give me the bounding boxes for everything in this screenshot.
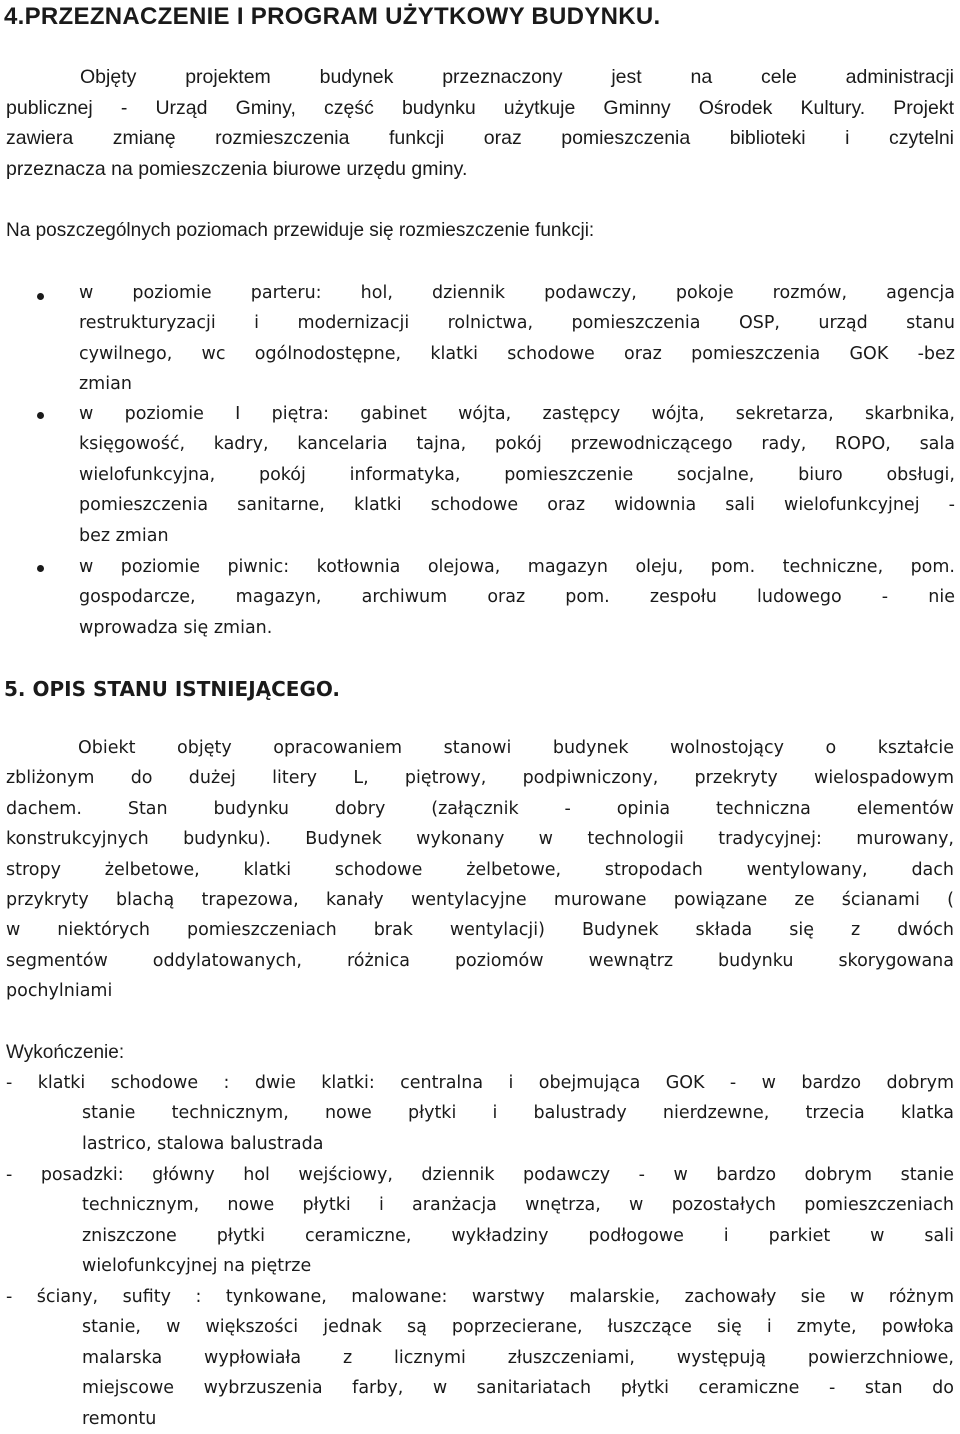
- finishing-line: remontu: [82, 1408, 157, 1429]
- description-line: przykryty blachą trapezowa, kanały wentylacyjne murowane powiązane ze ścianami (: [6, 890, 954, 911]
- bullet-line: księgowość, kadry, kancelaria tajna, pokój przewodniczącego rady, ROPO, sala: [79, 434, 955, 455]
- bullet-line: pomieszczenia sanitarne, klatki schodowe oraz widownia sali wielofunkcyjnej -: [79, 495, 955, 516]
- description-line: dachem. Stan budynku dobry (załącznik - opinia techniczna elementów: [6, 798, 954, 819]
- finishing-line: - posadzki: główny hol wejściowy, dziennik podawczy - w bardzo dobrym stanie: [6, 1165, 954, 1185]
- finishing-line: zniszczone płytki ceramiczne, wykładziny podłogowe i parkiet w sali: [82, 1225, 954, 1246]
- finishing-line: lastrico, stalowa balustrada: [82, 1133, 324, 1154]
- finishing-item-walls: [6, 1282, 954, 1434]
- bullet-line: w poziomie I piętra: gabinet wójta, zastępcy wójta, sekretarza, skarbnika,: [79, 404, 955, 424]
- bullet-line: zmian: [79, 374, 132, 395]
- section-4-heading: 4.PRZEZNACZENIE I PROGRAM UŻYTKOWY BUDYNKU.: [4, 3, 661, 30]
- bullet-line: cywilnego, wc ogólnodostępne, klatki schodowe oraz pomieszczenia GOK -bez: [79, 343, 955, 364]
- finishing-line: malarska wypłowiała z licznymi złuszczeniami, występują powierzchniowe,: [82, 1347, 954, 1368]
- bullet-dot: [37, 293, 44, 300]
- bullet-dot: [37, 412, 44, 419]
- description-line: Obiekt objęty opracowaniem stanowi budynek wolnostojący o kształcie: [78, 738, 954, 758]
- bullet-item-piwnica: [79, 552, 955, 643]
- bullet-line: w poziomie piwnic: kotłownia olejowa, magazyn oleju, pom. techniczne, pom.: [79, 557, 955, 577]
- bullet-line: gospodarcze, magazyn, archiwum oraz pom. zespołu ludowego - nie: [79, 587, 955, 608]
- bullet-line: bez zmian: [79, 525, 169, 546]
- bullet-item-parter: [79, 278, 955, 400]
- finishing-item-stairs: [6, 1068, 954, 1159]
- description-line: konstrukcyjnych budynku). Budynek wykonany w technologii tradycyjnej: murowany,: [6, 829, 954, 850]
- intro-line: przeznacza na pomieszczenia biurowe urzędu gminy.: [6, 157, 468, 180]
- bullet-line: wielofunkcyjna, pokój informatyka, pomieszczenie socjalne, biuro obsługi,: [79, 464, 955, 485]
- description-line: segmentów oddylatowanych, różnica poziomów wewnątrz budynku skorygowana: [6, 950, 954, 971]
- finishing-line: - ściany, sufity : tynkowane, malowane: warstwy malarskie, zachowały sie w różnym: [6, 1287, 954, 1307]
- finishing-item-floors: [6, 1160, 954, 1282]
- section-5-description: [6, 733, 954, 1007]
- bullet-item-pietro: [79, 399, 955, 551]
- section-5-heading: 5. OPIS STANU ISTNIEJĄCEGO.: [4, 677, 341, 701]
- description-line: pochylniami: [6, 981, 113, 1002]
- description-line: w niektórych pomieszczeniach brak wentylacji) Budynek składa się z dwóch: [6, 920, 954, 941]
- finishing-line: miejscowe wybrzuszenia farby, w sanitariatach płytki ceramiczne - stan do: [82, 1378, 954, 1399]
- finishing-line: stanie, w większości jednak są poprzecierane, łuszczące się i zmyte, powłoka: [82, 1317, 954, 1338]
- bullet-dot: [37, 565, 44, 572]
- finishing-line: technicznym, nowe płytki i aranżacja wnętrza, w pozostałych pomieszczeniach: [82, 1195, 954, 1216]
- finishing-label: Wykończenie:: [6, 1042, 125, 1063]
- intro-line: publicznej - Urząd Gminy, część budynku użytkuje Gminny Ośrodek Kultury. Projekt: [6, 96, 954, 119]
- section-4-intro-paragraph: [6, 62, 954, 184]
- bullet-line: w poziomie parteru: hol, dziennik podawczy, pokoje rozmów, agencja: [79, 283, 955, 303]
- finishing-line: stanie technicznym, nowe płytki i balustrady nierdzewne, trzecia klatka: [82, 1103, 954, 1124]
- levels-intro: Na poszczególnych poziomach przewiduje się rozmieszczenie funkcji:: [6, 220, 595, 241]
- bullet-line: restrukturyzacji i modernizacji rolnictwa, pomieszczenia OSP, urząd stanu: [79, 313, 955, 334]
- intro-line: zawiera zmianę rozmieszczenia funkcji oraz pomieszczenia biblioteki i czytelni: [6, 127, 954, 149]
- description-line: stropy żelbetowe, klatki schodowe żelbetowe, stropodach wentylowany, dach: [6, 859, 954, 880]
- bullet-line: wprowadza się zmian.: [79, 617, 273, 638]
- intro-line: Objęty projektem budynek przeznaczony jest na cele administracji: [80, 66, 954, 88]
- finishing-line: - klatki schodowe : dwie klatki: centralna i obejmująca GOK - w bardzo dobrym: [6, 1073, 954, 1093]
- description-line: zbliżonym do dużej litery L, piętrowy, podpiwniczony, przekryty wielospadowym: [6, 768, 954, 789]
- finishing-line: wielofunkcyjnej na piętrze: [82, 1256, 312, 1277]
